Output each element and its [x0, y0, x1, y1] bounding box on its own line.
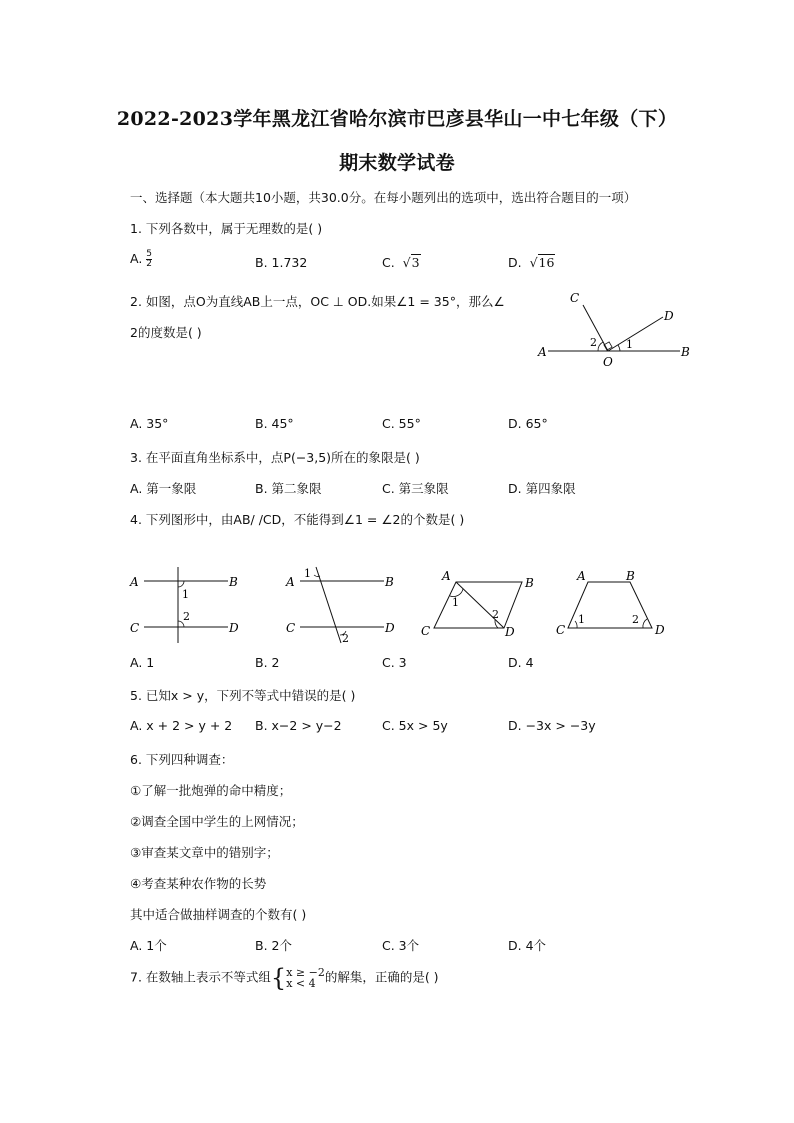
q4-figure-3 — [418, 566, 543, 651]
q4-figure-1 — [128, 563, 248, 648]
q4f2-label-d: D — [385, 621, 395, 635]
q4f1-label-c: C — [130, 621, 140, 635]
q4-option-d: D. 4 — [508, 655, 534, 670]
q3-option-d: D. 第四象限 — [508, 481, 576, 496]
q2-label-a: A — [538, 345, 547, 359]
q2-angle-2: 2 — [590, 336, 597, 349]
q1-option-d: D. √16 — [508, 255, 555, 270]
section-heading: 一、选择题（本大题共10小题，共30.0分。在每小题列出的选项中，选出符合题目的一项） — [130, 190, 637, 205]
q3-option-a: A. 第一象限 — [130, 481, 197, 496]
q4f4-label-c: C — [556, 623, 566, 637]
question-7-stem: 7. 在数轴上表示不等式组{ x ≥ −2 x < 4 的解集，正确的是( ) — [130, 964, 439, 992]
q5-option-d: D. −3x > −3y — [508, 718, 596, 733]
q2-option-d: D. 65° — [508, 416, 548, 431]
q4f2-label-a: A — [286, 575, 295, 589]
question-3-stem: 3. 在平面直角坐标系中，点P(−3,5)所在的象限是( ) — [130, 450, 420, 465]
q4-figure-4 — [552, 566, 677, 651]
question-6-stem: 6. 下列四种调查： — [130, 752, 234, 767]
q4-option-c: C. 3 — [382, 655, 407, 670]
q4f4-label-a: A — [577, 569, 586, 583]
q4f1-label-d: D — [229, 621, 239, 635]
exam-title-line2: 期末数学试卷 — [339, 152, 455, 174]
q4f3-label-a: A — [442, 569, 451, 583]
q6-item-1: ①了解一批炮弹的命中精度； — [130, 783, 292, 798]
q4f3-label-d: D — [505, 625, 515, 639]
q6-option-c: C. 3个 — [382, 938, 420, 953]
q4f4-label-d: D — [655, 623, 665, 637]
question-1-stem: 1. 下列各数中，属于无理数的是( ) — [130, 221, 323, 236]
q2-label-o: O — [603, 355, 613, 369]
inequality-system: x ≥ −2 x < 4 — [286, 966, 325, 990]
q4f3-angle-2: 2 — [492, 608, 499, 621]
q2-option-c: C. 55° — [382, 416, 421, 431]
q2-figure — [528, 285, 698, 375]
q6-option-d: D. 4个 — [508, 938, 547, 953]
q4f3-label-c: C — [421, 624, 431, 638]
q4f2-label-b: B — [385, 575, 394, 589]
q2-option-a: A. 35° — [130, 416, 169, 431]
q2-option-b: B. 45° — [255, 416, 294, 431]
system-brace: { — [270, 964, 287, 992]
q4-option-a: A. 1 — [130, 655, 155, 670]
q2-label-c: C — [570, 291, 580, 305]
q4f3-angle-1: 1 — [452, 596, 459, 609]
q4f1-label-b: B — [229, 575, 238, 589]
q4f2-label-c: C — [286, 621, 296, 635]
q6-item-3: ③审查某文章中的错别字； — [130, 845, 279, 860]
q4-figure-2 — [284, 563, 402, 648]
q3-option-c: C. 第三象限 — [382, 481, 449, 496]
q1-option-c: C. √3 — [382, 255, 420, 270]
question-4-stem: 4. 下列图形中，由AB/ /CD，不能得到∠1 = ∠2的个数是( ) — [130, 512, 465, 527]
q5-option-c: C. 5x > 5y — [382, 718, 448, 733]
q6-item-4: ④考查某种农作物的长势 — [130, 876, 267, 891]
q2-label-b: B — [681, 345, 690, 359]
q5-option-a: A. x + 2 > y + 2 — [130, 718, 233, 733]
q6-question: 其中适合做抽样调查的个数有( ) — [130, 907, 307, 922]
q4f1-label-a: A — [130, 575, 139, 589]
q2-angle-1: 1 — [626, 338, 633, 351]
question-2-stem-line2: 2的度数是( ) — [130, 325, 202, 340]
q3-option-b: B. 第二象限 — [255, 481, 322, 496]
q5-option-b: B. x−2 > y−2 — [255, 718, 342, 733]
q6-option-a: A. 1个 — [130, 938, 167, 953]
q4f4-label-b: B — [626, 569, 635, 583]
fraction: $\frac{5}{2}$ — [146, 249, 153, 269]
q1-option-a: A. $\frac{5}{2}$ — [130, 249, 153, 269]
q4f2-angle-1: 1 — [304, 567, 311, 580]
q1-option-b: B. 1.732 — [255, 255, 308, 270]
question-2-stem-line1: 2. 如图，点O为直线AB上一点，OC ⊥ OD.如果∠1 = 35°，那么∠ — [130, 294, 505, 309]
exam-title-line1: 2022-2023学年黑龙江省哈尔滨市巴彦县华山一中七年级（下） — [116, 108, 678, 130]
q4f4-angle-2: 2 — [632, 613, 639, 626]
q6-item-2: ②调查全国中学生的上网情况； — [130, 814, 304, 829]
q2-label-d: D — [664, 309, 674, 323]
q4f2-angle-2: 2 — [342, 632, 349, 645]
q4f4-angle-1: 1 — [578, 613, 585, 626]
q6-option-b: B. 2个 — [255, 938, 292, 953]
q4-option-b: B. 2 — [255, 655, 280, 670]
q4f3-label-b: B — [525, 576, 534, 590]
q4f1-angle-1: 1 — [182, 588, 189, 601]
q4f1-angle-2: 2 — [183, 610, 190, 623]
question-5-stem: 5. 已知x > y，下列不等式中错误的是( ) — [130, 688, 356, 703]
